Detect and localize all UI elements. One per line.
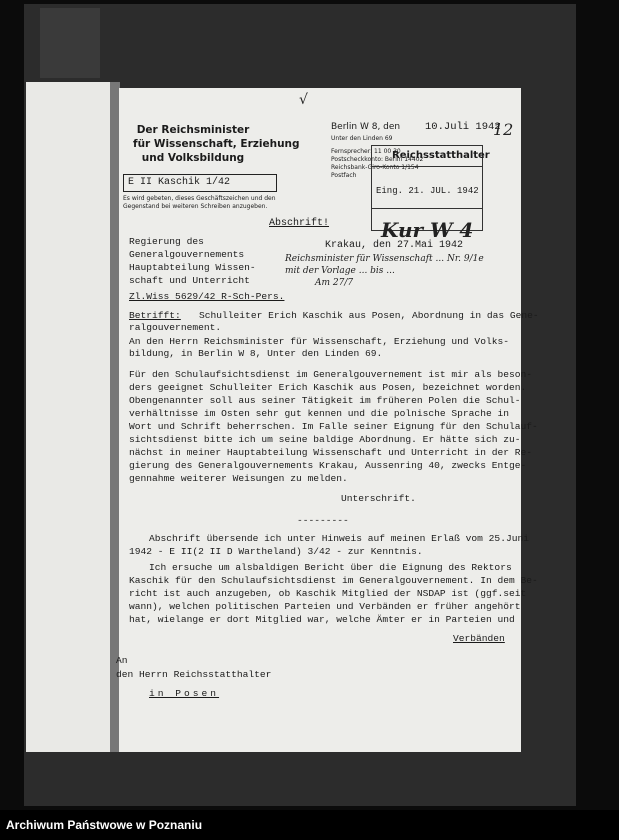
handwritten-note-3: Am 27/7 [315, 278, 354, 288]
closing-city: in Posen [149, 688, 220, 699]
body-line-8: gierung des Generalgouvernements Krakau, Aussenring 40, zwecks Entge- [129, 460, 527, 471]
recipient-reference: Zl.Wiss 5629/42 R-Sch-Pers. [129, 291, 285, 302]
separator: --------- [297, 515, 349, 526]
contact-reichsbank: Reichsbank-Giro-Konto 1/154 [331, 164, 419, 171]
second-line-4: Kaschik für den Schulaufsichtsdienst im Generalgouvernement. In dem Be- [129, 575, 538, 586]
second-line-1: Abschrift übersende ich unter Hinweis auf meinen Erlaß vom 25.Juni [149, 533, 529, 544]
recipient-line-4: schaft und Unterricht [129, 275, 250, 286]
contact-postfach: Postfach [331, 172, 357, 179]
document-page [116, 88, 539, 752]
address-sub: Unter den Linden 69 [331, 135, 393, 142]
reference-box [123, 174, 277, 192]
copy-label: Abschrift! [269, 218, 330, 229]
recipient-line-2: Generalgouvernements [129, 249, 245, 260]
body-line-2: ders geeignet Schulleiter Erich Kaschik aus Posen, bezeichnet worden. [129, 382, 527, 393]
handwritten-signature: Kur W 4 [381, 218, 474, 242]
stamp-title: Reichsstatthalter [392, 150, 490, 161]
handwritten-note-2: mit der Vorlage ... bis ... [285, 266, 395, 276]
folio-number: 12 [493, 120, 514, 139]
body-line-9: gennahme weiterer Weisungen zu melden. [129, 473, 348, 484]
subject-line-2: ralgouvernement. [129, 322, 222, 333]
subject-label: Betrifft: [129, 310, 181, 321]
stamp-date: Eing. 21. JUL. 1942 [376, 186, 479, 196]
contact-phone: Fernsprecher: 11 00 30 [331, 148, 401, 155]
check-mark: √ [299, 92, 308, 108]
stamp-divider-2 [372, 208, 482, 209]
trailing-word: Verbänden [453, 633, 505, 644]
address-line-2: bildung, in Berlin W 8, Unter den Linden 69. [129, 348, 383, 359]
second-line-6: wann), welchen politischen Parteien und Verbänden er früher angehört [129, 601, 521, 612]
letterhead-line-3: und Volksbildung [141, 152, 245, 164]
subject-line-1: Schulleiter Erich Kaschik aus Posen, Abordnung in das Gene- [199, 310, 539, 321]
recipient-line-1: Regierung des [129, 236, 204, 247]
signature-label: Unterschrift. [341, 493, 416, 504]
reference-number: E II Kaschik 1/42 [128, 177, 231, 188]
body-line-1: Für den Schulaufsichtsdienst im Generalgouvernement ist mir als beson- [129, 369, 533, 380]
reference-note-2: Gegenstand bei weiteren Schreiben anzugeben. [123, 203, 268, 210]
place-date-prefix: Berlin W 8, den [331, 122, 401, 132]
body-line-6: sichtsdienst bitte ich um seine baldige Abordnung. Er hätte sich zu- [129, 434, 521, 445]
back-sheet [26, 82, 110, 752]
stamp-divider [372, 166, 482, 167]
letterhead-line-2: für Wissenschaft, Erziehung [133, 138, 300, 150]
contact-postscheck: Postscheckkonto: Berlin 14402 [331, 156, 424, 163]
letterhead-line-1: Der Reichsminister [136, 124, 250, 136]
body-line-3: Obengenannter soll aus seiner Tätigkeit im früheren Polen die Schul- [129, 395, 521, 406]
reference-note-1: Es wird gebeten, dieses Geschäftszeichen und den [123, 195, 276, 202]
handwritten-note-1: Reichsminister für Wissenschaft ... Nr. 9/1e [285, 254, 484, 264]
address-line-1: An den Herrn Reichsminister für Wissenschaft, Erziehung und Volks- [129, 336, 509, 347]
body-line-7: nächst in meiner Hauptabteilung Wissenschaft und Unterricht in der Re- [129, 447, 533, 458]
letter-date: 10.Juli 1942 [425, 121, 501, 133]
archive-footer [0, 810, 619, 840]
krakau-date: Krakau, den 27.Mai 1942 [325, 240, 464, 251]
second-line-7: hat, wielange er dort Mitglied war, welche Ämter er in Parteien und [129, 614, 515, 625]
body-line-5: Wort und Schrift beherrschen. Im Falle seiner Eignung für den Schulauf- [129, 421, 538, 432]
closing-an: An [116, 655, 128, 666]
archive-name: Archiwum Państwowe w Poznaniu [6, 818, 203, 832]
second-line-3: Ich ersuche um alsbaldigen Bericht über die Eignung des Rektors [149, 562, 512, 573]
recipient-line-3: Hauptabteilung Wissen- [129, 262, 256, 273]
scan-tab [40, 8, 100, 78]
body-line-4: verhältnisse im Osten sehr gut kennen und die polnische Sprache in [129, 408, 509, 419]
second-line-5: richt ist auch anzugeben, ob Kaschik Mitglied der NSDAP ist (ggf.seit [129, 588, 527, 599]
second-line-2: 1942 - E II(2 II D Wartheland) 3/42 - zur Kenntnis. [129, 546, 423, 557]
closing-recipient: den Herrn Reichsstatthalter [116, 669, 272, 680]
